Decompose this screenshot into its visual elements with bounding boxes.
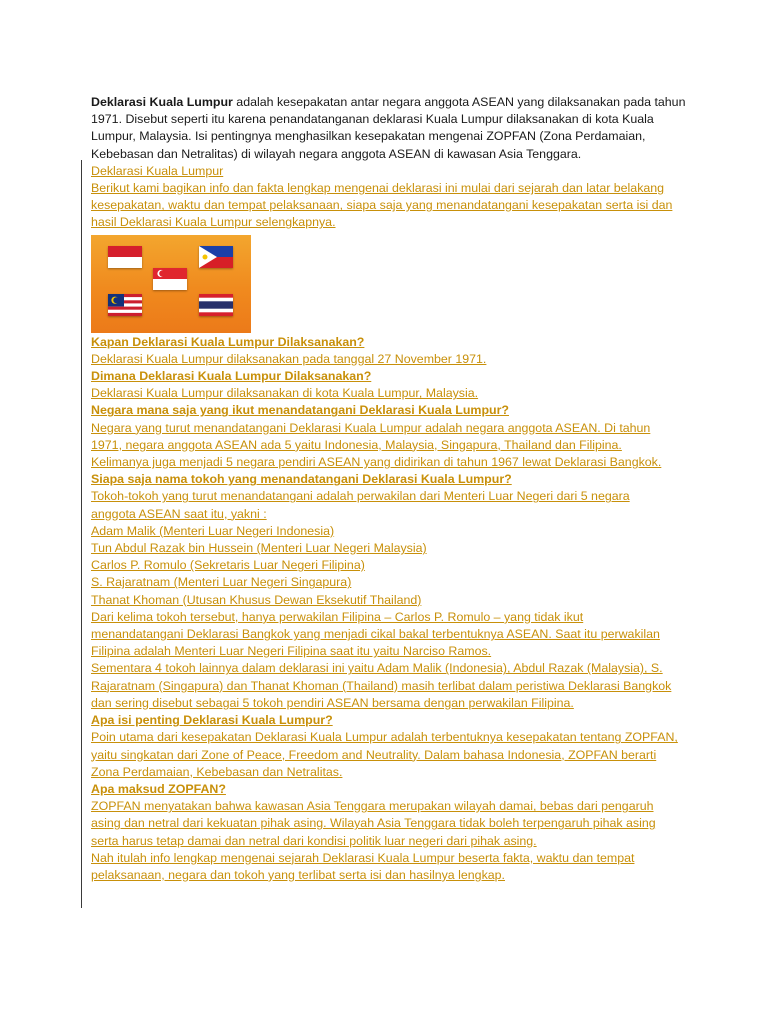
asean-flags-image	[91, 235, 251, 333]
question-heading-link[interactable]: Apa isi penting Deklarasi Kuala Lumpur?	[91, 713, 333, 728]
summary-line-1[interactable]: Berikut kami bagikan info dan fakta lengkap mengenai deklarasi ini mulai dari sejarah dan latar belakang	[91, 181, 665, 196]
body-line-link[interactable]: 1971, negara anggota ASEAN ada 5 yaitu Indonesia, Malaysia, Singapura, Thailand dan Filipina.	[91, 437, 622, 452]
body-line-link[interactable]: menandatangani Deklarasi Bangkok yang menjadi cikal bakal terbentuknya ASEAN. Saat itu perwakilan	[91, 627, 660, 642]
summary-line-2[interactable]: kesepakatan, waktu dan tempat pelaksanaan, siapa saja yang menandatangani kesepakatan serta isi dan	[91, 198, 673, 213]
singapore-flag	[153, 268, 187, 290]
question-heading-link[interactable]: Siapa saja nama tokoh yang menandatangani Deklarasi Kuala Lumpur?	[91, 472, 512, 487]
question-heading-link[interactable]: Apa maksud ZOPFAN?	[91, 781, 226, 796]
thailand-flag	[199, 294, 233, 316]
body-line-link[interactable]: yaitu singkatan dari Zone of Peace, Freedom and Neutrality. Dalam bahasa Indonesia, ZOPFAN berarti	[91, 747, 657, 762]
question-heading-link[interactable]: Kapan Deklarasi Kuala Lumpur Dilaksanakan?	[91, 334, 365, 349]
body-line-link[interactable]: Negara yang turut menandatangani Deklarasi Kuala Lumpur adalah negara anggota ASEAN. Di tahun	[91, 420, 651, 435]
body-line-link[interactable]: Poin utama dari kesepakatan Deklarasi Kuala Lumpur adalah terbentuknya kesepakatan tentang ZOPFAN,	[91, 730, 678, 745]
body-line-link[interactable]: Dari kelima tokoh tersebut, hanya perwakilan Filipina – Carlos P. Romulo – yang tidak ikut	[91, 609, 584, 624]
body-line-link[interactable]: Deklarasi Kuala Lumpur dilaksanakan pada tanggal 27 November 1971.	[91, 351, 487, 366]
indonesia-flag	[108, 246, 142, 268]
question-heading-link[interactable]: Negara mana saja yang ikut menandatangani Deklarasi Kuala Lumpur?	[91, 403, 509, 418]
body-line-link[interactable]: anggota ASEAN saat itu, yakni :	[91, 506, 267, 521]
summary-line-3[interactable]: hasil Deklarasi Kuala Lumpur selengkapnya.	[91, 215, 336, 230]
document-content	[91, 94, 691, 884]
body-line-link[interactable]: Carlos P. Romulo (Sekretaris Luar Negeri Filipina)	[91, 558, 365, 573]
body-line-link[interactable]: S. Rajaratnam (Menteri Luar Negeri Singapura)	[91, 575, 352, 590]
body-line-link[interactable]: pelaksanaan, negara dan tokoh yang terlibat serta isi dan hasilnya lengkap.	[91, 867, 505, 882]
body-line-link[interactable]: dan sering disebut sebagai 5 tokoh pendiri ASEAN bersama dengan perwakilan Filipina.	[91, 695, 574, 710]
intro-paragraph	[91, 94, 691, 163]
body-line-link[interactable]: Nah itulah info lengkap mengenai sejarah Deklarasi Kuala Lumpur beserta fakta, waktu dan tempat	[91, 850, 635, 865]
body-line-link[interactable]: Rajaratnam (Singapura) dan Thanat Khoman (Thailand) masih terlibat dalam peristiwa Deklarasi Bangkok	[91, 678, 672, 693]
body-line-link[interactable]: Adam Malik (Menteri Luar Negeri Indonesia)	[91, 523, 335, 538]
intro-bold-term: Deklarasi Kuala Lumpur	[91, 95, 233, 109]
intro-text: adalah kesepakatan antar negara anggota ASEAN yang dilaksanakan pada tahun 1971. Disebut seperti itu karena penandatanganan deklarasi Kuala Lumpur dilaksanakan di kota Kuala Lumpur, Malaysia. Isi pentingnya menghasilkan kesepakatan mengenai ZOPFAN (Zona Perdamaian, Kebebasan dan Netralitas) di wilayah negara anggota ASEAN di kawasan Asia Tenggara.	[91, 95, 686, 161]
body-line-link[interactable]: Kelimanya juga menjadi 5 negara pendiri ASEAN yang didirikan di tahun 1967 lewat Deklarasi Bangkok.	[91, 455, 662, 470]
section-title-link[interactable]: Deklarasi Kuala Lumpur	[91, 163, 224, 178]
margin-line	[81, 160, 82, 908]
body-line-link[interactable]: ZOPFAN menyatakan bahwa kawasan Asia Tenggara merupakan wilayah damai, bebas dari pengaruh	[91, 799, 654, 814]
body-line-link[interactable]: Zona Perdamaian, Kebebasan dan Netralitas.	[91, 764, 343, 779]
body-line-link[interactable]: serta harus tetap damai dan netral dari kondisi politik luar negeri dari pihak asing.	[91, 833, 537, 848]
body-line-link[interactable]: Tun Abdul Razak bin Hussein (Menteri Luar Negeri Malaysia)	[91, 541, 427, 556]
body-line-link[interactable]: asing dan netral dari kekuatan pihak asing. Wilayah Asia Tenggara tidak boleh terpengaruh pihak asing	[91, 816, 656, 831]
malaysia-flag	[108, 294, 142, 316]
article-body	[91, 334, 691, 885]
body-line-link[interactable]: Deklarasi Kuala Lumpur dilaksanakan di kota Kuala Lumpur, Malaysia.	[91, 386, 479, 401]
body-line-link[interactable]: Tokoh-tokoh yang turut menandatangani adalah perwakilan dari Menteri Luar Negeri dari 5 negara	[91, 489, 630, 504]
body-line-link[interactable]: Filipina adalah Menteri Luar Negeri Filipina saat itu yaitu Narciso Ramos.	[91, 644, 492, 659]
body-line-link[interactable]: Thanat Khoman (Utusan Khusus Dewan Eksekutif Thailand)	[91, 592, 422, 607]
question-heading-link[interactable]: Dimana Deklarasi Kuala Lumpur Dilaksanakan?	[91, 369, 372, 384]
philippines-flag	[199, 246, 233, 268]
body-line-link[interactable]: Sementara 4 tokoh lainnya dalam deklarasi ini yaitu Adam Malik (Indonesia), Abdul Razak (Malaysia), S.	[91, 661, 663, 676]
